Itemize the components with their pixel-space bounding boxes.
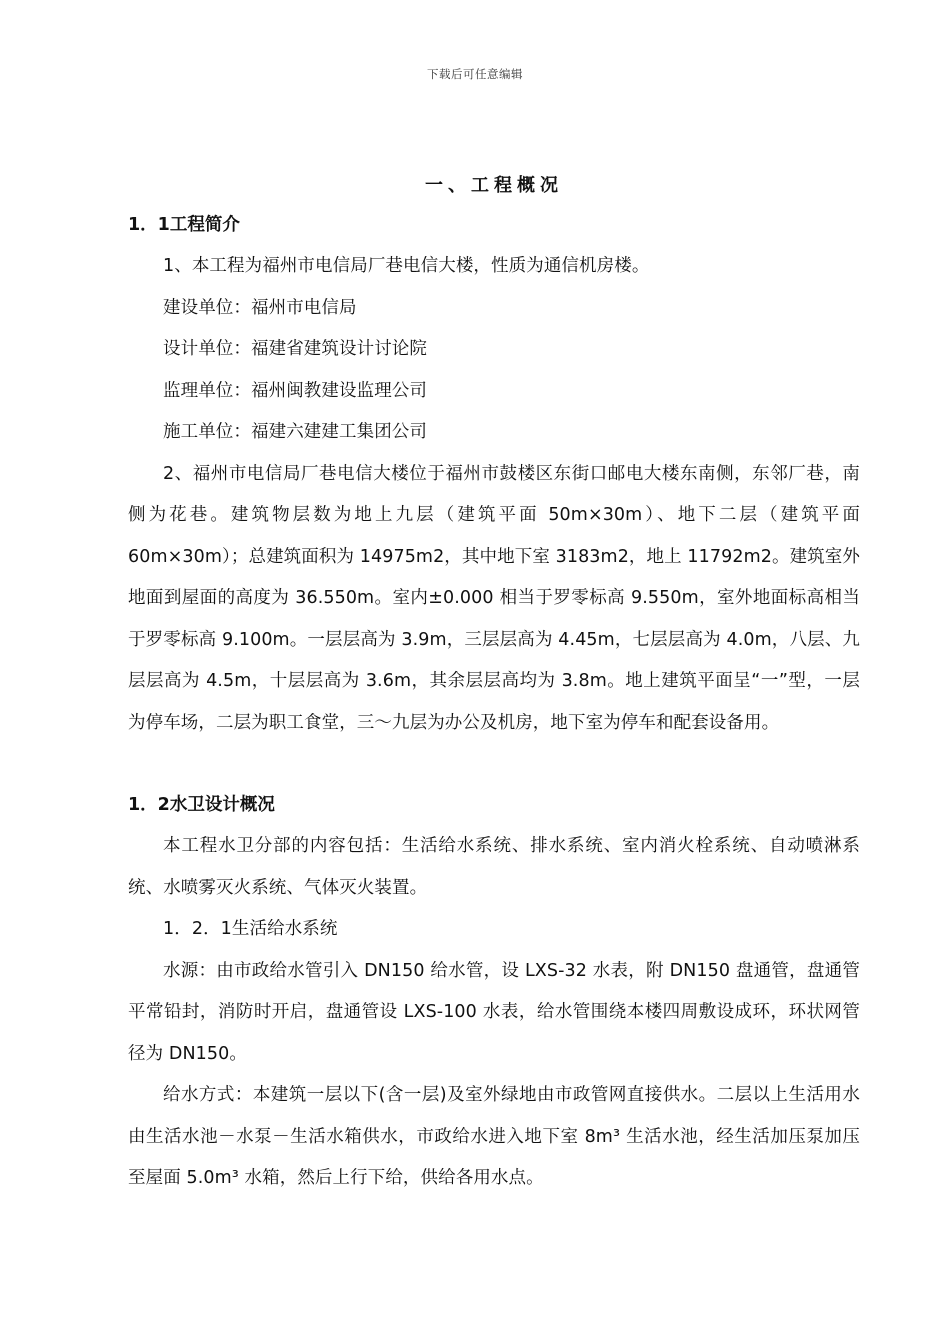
document-body — [128, 168, 860, 1200]
page-header-note: 下载后可任意编辑 — [427, 67, 523, 81]
construction-unit: 建设单位：福州市电信局 — [163, 297, 357, 318]
plumbing-intro-paragraph: 本工程水卫分部的内容包括：生活给水系统、排水系统、室内消火栓系统、自动喷淋系统、水喷雾灭火系统、气体灭火装置。 — [128, 836, 860, 898]
section-title-project-overview: 1．1工程简介 — [128, 215, 240, 235]
building-description-paragraph: 2、福州市电信局厂巷电信大楼位于福州市鼓楼区东街口邮电大楼东南侧，东邻厂巷，南侧为花巷。建筑物层数为地上九层（建筑平面 50m×30m）、地下二层（建筑平面 60m×30m）；总建筑面积为 14975m2，其中地下室 3183m2，地上 11792m2。建筑室外地面到屋面的高度为 36.550m。室内±0.000 相当于罗零标高 9.550m，室外地面标高相当于罗零标高 9.100m。一层层高为 3.9m，三层层高为 4.45m，七层层高为 4.0m，八层、九层层高为 4.5m，十层层高为 3.6m，其余层层高均为 3.8m。地上建筑平面呈“一”型，一层为停车场，二层为职工食堂，三～九层为办公及机房，地下室为停车和配套设备用。 — [128, 463, 860, 733]
design-unit: 设计单位：福建省建筑设计讨论院 — [163, 339, 427, 359]
project-intro-paragraph: 1、本工程为福州市电信局厂巷电信大楼，性质为通信机房楼。 — [163, 256, 650, 276]
supervision-unit: 监理单位：福州闽教建设监理公司 — [163, 380, 427, 401]
subsection-title-domestic-water: 1．2．1生活给水系统 — [163, 919, 338, 939]
water-source-paragraph: 水源：由市政给水管引入 DN150 给水管，设 LXS-32 水表，附 DN150 盘通管，盘通管平常铅封，消防时开启，盘通管设 LXS-100 水表，给水管围绕本楼四周敷设成环，环状网管径为 DN150。 — [128, 960, 860, 1064]
supply-method-paragraph: 给水方式：本建筑一层以下(含一层)及室外绿地由市政管网直接供水。二层以上生活用水由生活水池－水泵－生活水箱供水，市政给水进入地下室 8m³ 生活水池，经生活加压泵加压至屋面 5.0m³ 水箱，然后上行下给，供给各用水点。 — [128, 1085, 860, 1188]
section-title-plumbing: 1．2水卫设计概况 — [128, 795, 275, 815]
chapter-title: 一、工程概况 — [425, 175, 563, 196]
contractor-unit: 施工单位：福建六建建工集团公司 — [163, 422, 427, 442]
section-spacer — [128, 744, 860, 784]
